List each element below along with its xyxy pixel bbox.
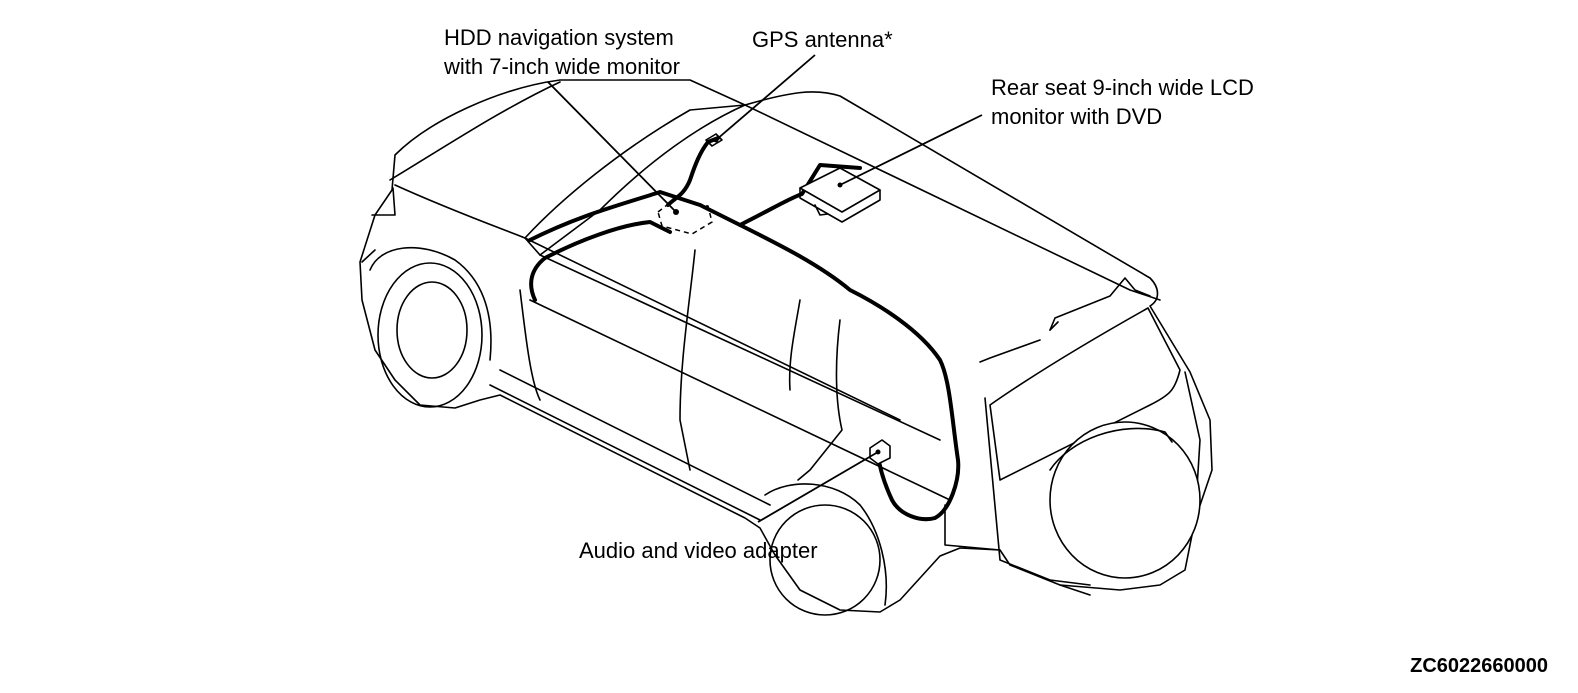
leader-gps [716, 55, 815, 140]
figure-code: ZC6022660000 [1410, 655, 1548, 677]
label-rear-line1: Rear seat 9-inch wide LCD [991, 75, 1254, 100]
leader-hdd [548, 82, 676, 212]
roof-side-edge [540, 255, 940, 440]
label-rear-line2: monitor with DVD [991, 104, 1163, 129]
wiring-harness [530, 138, 958, 519]
hood-top-edge [390, 82, 560, 180]
rear-door [790, 300, 842, 480]
leader-audio-adapter [758, 452, 878, 522]
components [658, 134, 890, 464]
label-audio-video-adapter [579, 536, 818, 565]
label-hdd-navigation [444, 23, 680, 81]
label-gps-antenna [752, 25, 893, 54]
vehicle-body [360, 80, 1212, 615]
front-wheel-arch [370, 248, 491, 360]
label-audio-text: Audio and video adapter [579, 538, 818, 563]
front-wheel-hub [397, 282, 467, 378]
hood-line [395, 185, 900, 420]
label-rear-seat-monitor [991, 73, 1254, 131]
label-hdd-line2: with 7-inch wide monitor [444, 54, 680, 79]
side-window-line [530, 300, 950, 500]
front-door [520, 250, 695, 470]
label-gps-text: GPS antenna* [752, 27, 893, 52]
windshield [525, 105, 745, 255]
spare-tire-cover [1050, 422, 1200, 578]
roof-rail [1050, 278, 1150, 330]
roof-rail-clip [980, 322, 1058, 362]
leader-rear-monitor [840, 115, 982, 185]
rocker-panel [490, 370, 770, 520]
harness-roof-main [530, 165, 860, 240]
harness-side-run [740, 225, 958, 519]
label-hdd-line1: HDD navigation system [444, 25, 674, 50]
